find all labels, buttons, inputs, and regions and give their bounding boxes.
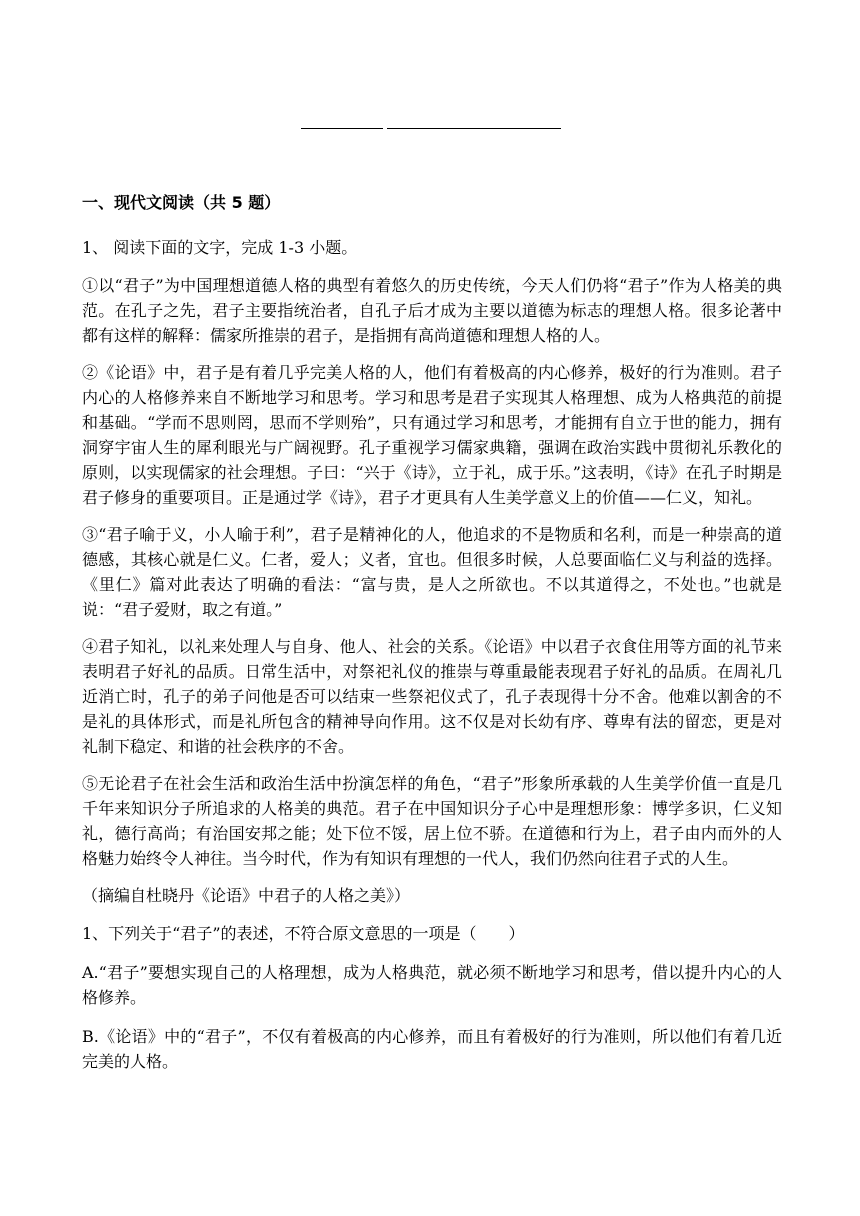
section-title: 一、现代文阅读（共 5 题） [82, 193, 281, 212]
passage-paragraph-4: ④君子知礼，以礼来处理人与自身、他人、社会的关系。《论语》中以君子衣食住用等方面的礼节来表明君子好礼的品质。日常生活中，对祭祀礼仪的推崇与尊重最能表现君子好礼的品质。在周礼几近消亡时，孔子的弟子问他是否可以结束一些祭祀仪式了，孔子表现得十分不舍。他难以割舍的不是礼的具体形式，而是礼所包含的精神导向作用。这不仅是对长幼有序、尊卑有法的留恋，更是对礼制下稳定、和谐的社会秩序的不舍。 [82, 637, 782, 756]
passage-source: （摘编自杜晓丹《论语》中君子的人格之美》） [82, 886, 411, 905]
passage-paragraph-5: ⑤无论君子在社会生活和政治生活中扮演怎样的角色，“君子”形象所承载的人生美学价值一直是几千年来知识分子所追求的人格美的典范。君子在中国知识分子心中是理想形象：博学多识，仁义知礼，德行高尚；有治国安邦之能；处下位不馁，居上位不骄。在道德和行为上，君子由内而外的人格魅力始终令人神往。当今时代，作为有知识有理想的一代人，我们仍然向往君子式的人生。 [82, 774, 782, 868]
passage-paragraph-2: ②《论语》中，君子是有着几乎完美人格的人，他们有着极高的内心修养，极好的行为准则。君子内心的人格修养来自不断地学习和思考。学习和思考是君子实现其人格理想、成为人格典范的前提和基础。“学而不思则罔，思而不学则殆”，只有通过学习和思考，才能拥有自立于世的能力，拥有洞穿宇宙人生的犀利眼光与广阔视野。孔子重视学习儒家典籍，强调在政治实践中贯彻礼乐教化的原则，以实现儒家的社会理想。子曰：“兴于《诗》，立于礼，成于乐。”这表明，《诗》在孔子时期是君子修身的重要项目。正是通过学《诗》，君子才更具有人生美学意义上的价值——仁义，知礼。 [82, 363, 782, 507]
question-stem: 1、下列关于“君子”的表述，不符合原文意思的一项是（ ） [82, 924, 525, 943]
passage-paragraph-1: ①以“君子”为中国理想道德人格的典型有着悠久的历史传统，今天人们仍将“君子”作为人格美的典范。在孔子之先，君子主要指统治者，自孔子后才成为主要以道德为标志的理想人格。很多论著中都有这样的解释：儒家所推崇的君子，是指拥有高尚道德和理想人格的人。 [82, 276, 782, 345]
question-option-a: A.“君子”要想实现自己的人格理想，成为人格典范，就必须不断地学习和思考，借以提升内心的人格修养。 [82, 963, 782, 1007]
question-intro: 1、 阅读下面的文字，完成 1-3 小题。 [82, 238, 358, 257]
question-option-b: B.《论语》中的“君子”，不仅有着极高的内心修养，而且有着极好的行为准则，所以他们有着几近完美的人格。 [82, 1027, 782, 1071]
header-rule [301, 128, 561, 129]
document-content [82, 192, 782, 1088]
passage-paragraph-3: ③“君子喻于义，小人喻于利”，君子是精神化的人，他追求的不是物质和名利，而是一种崇高的道德感，其核心就是仁义。仁者，爱人；义者，宜也。但很多时候，人总要面临仁义与利益的选择。《里仁》篇对此表达了明确的看法：“富与贵，是人之所欲也。不以其道得之，不处也。”也就是说：“君子爱财，取之有道。” [82, 525, 782, 619]
header-rule-segment [387, 128, 561, 129]
header-rule-segment [301, 128, 383, 129]
